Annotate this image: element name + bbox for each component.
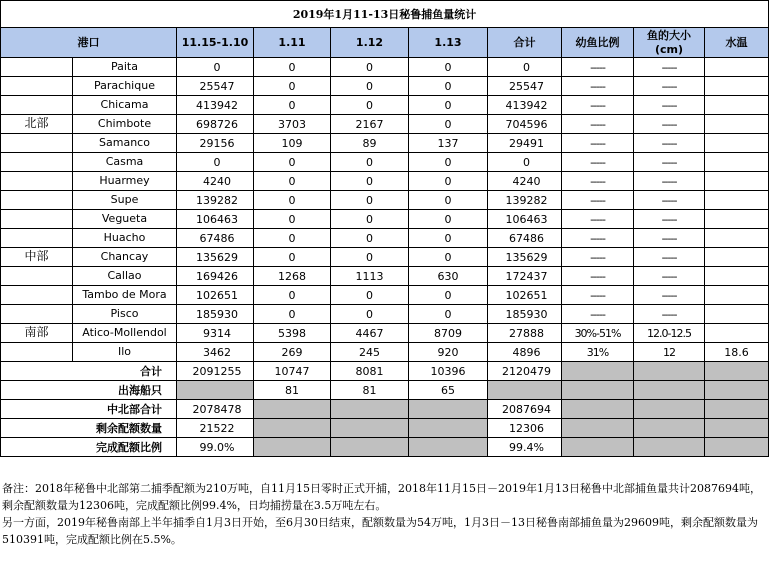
- summary-cell: 2078478: [177, 400, 254, 419]
- cell-total: 135629: [488, 248, 562, 267]
- summary-cell: 10747: [254, 362, 331, 381]
- summary-row-total: [1, 362, 769, 381]
- cell-size: -----: [634, 134, 705, 153]
- cell-total: 25547: [488, 77, 562, 96]
- cell-v0: 0: [177, 153, 254, 172]
- cell-total: 139282: [488, 191, 562, 210]
- summary-cell: 10396: [409, 362, 488, 381]
- table-row: [1, 191, 769, 210]
- port-name: Supe: [110, 193, 139, 206]
- port-name: Vegueta: [101, 212, 148, 225]
- cell-juv: -----: [562, 191, 634, 210]
- region-cell: [1, 172, 73, 190]
- summary-cell: [488, 381, 562, 400]
- header-day1: 1.11: [254, 28, 331, 58]
- cell-juv: -----: [562, 115, 634, 134]
- summary-cell: 81: [331, 381, 409, 400]
- summary-cell: 21522: [177, 419, 254, 438]
- page-title: 2019年1月11-13日秘鲁捕鱼量统计: [1, 1, 769, 28]
- cell-size: -----: [634, 191, 705, 210]
- cell-v3: 630: [409, 267, 488, 286]
- port-name: Parachique: [94, 79, 155, 92]
- header-period: 11.15-1.10: [177, 28, 254, 58]
- cell-juv: -----: [562, 305, 634, 324]
- summary-cell: [705, 400, 769, 419]
- cell-temp: [705, 172, 769, 191]
- port-name: Paita: [111, 60, 138, 73]
- summary-cell: 2120479: [488, 362, 562, 381]
- cell-juv: 31%: [562, 343, 634, 362]
- cell-v3: 0: [409, 96, 488, 115]
- header-juvenile: 幼鱼比例: [562, 28, 634, 58]
- table-row: [1, 286, 769, 305]
- cell-juv: -----: [562, 248, 634, 267]
- cell-size: -----: [634, 172, 705, 191]
- summary-cell: 2091255: [177, 362, 254, 381]
- cell-v3: 0: [409, 58, 488, 77]
- cell-size: -----: [634, 115, 705, 134]
- region-cell: [1, 305, 73, 323]
- summary-cell: 2087694: [488, 400, 562, 419]
- header-temp: 水温: [705, 28, 769, 58]
- cell-v0: 413942: [177, 96, 254, 115]
- summary-label: 剩余配额数量: [1, 419, 177, 438]
- port-name: Atico-Mollendol: [82, 326, 167, 339]
- summary-cell: [562, 419, 634, 438]
- cell-v1: 269: [254, 343, 331, 362]
- cell-total: 172437: [488, 267, 562, 286]
- summary-cell: [562, 362, 634, 381]
- summary-cell: [634, 438, 705, 457]
- cell-juv: -----: [562, 172, 634, 191]
- cell-v1: 0: [254, 172, 331, 191]
- region-cell: [1, 77, 73, 95]
- region-label: 中部: [1, 248, 73, 266]
- summary-cell: [634, 362, 705, 381]
- port-name: Samanco: [99, 136, 150, 149]
- cell-v0: 4240: [177, 172, 254, 191]
- summary-cell: [705, 438, 769, 457]
- summary-label: 出海船只: [1, 381, 177, 400]
- cell-size: -----: [634, 229, 705, 248]
- note-south: 另一方面，2019年秘鲁南部上半年捕季自1月3日开始，至6月30日结束，配额数量为54万吨，1月3日－13日秘鲁南部捕鱼量为29609吨，剩余配额数量为510391吨，完成配额比例在5.5%。: [2, 516, 758, 546]
- port-name: Chicama: [100, 98, 149, 111]
- notes: [2, 480, 766, 548]
- cell-v3: 0: [409, 77, 488, 96]
- region-cell: [1, 210, 73, 228]
- cell-size: -----: [634, 96, 705, 115]
- cell-v1: 0: [254, 58, 331, 77]
- summary-cell: [177, 381, 254, 400]
- cell-v3: 137: [409, 134, 488, 153]
- summary-cell: [705, 381, 769, 400]
- cell-temp: [705, 191, 769, 210]
- cell-v3: 0: [409, 248, 488, 267]
- cell-temp: [705, 153, 769, 172]
- region-cell: [1, 191, 73, 209]
- cell-v2: 2167: [331, 115, 409, 134]
- cell-total: 185930: [488, 305, 562, 324]
- cell-v3: 0: [409, 115, 488, 134]
- port-name: Casma: [105, 155, 144, 168]
- region-cell: [1, 96, 73, 114]
- header-day3: 1.13: [409, 28, 488, 58]
- cell-juv: -----: [562, 58, 634, 77]
- header-row: [1, 28, 769, 58]
- cell-juv: -----: [562, 153, 634, 172]
- cell-total: 0: [488, 58, 562, 77]
- header-day2: 1.12: [331, 28, 409, 58]
- cell-v2: 0: [331, 77, 409, 96]
- cell-v3: 0: [409, 172, 488, 191]
- cell-temp: [705, 286, 769, 305]
- table-row: [1, 343, 769, 362]
- cell-v1: 0: [254, 210, 331, 229]
- summary-cell: 99.0%: [177, 438, 254, 457]
- cell-v2: 0: [331, 58, 409, 77]
- cell-juv: 30%-51%: [562, 324, 634, 343]
- summary-cell: [634, 381, 705, 400]
- cell-v0: 3462: [177, 343, 254, 362]
- cell-v2: 245: [331, 343, 409, 362]
- summary-cell: [705, 419, 769, 438]
- cell-v3: 0: [409, 229, 488, 248]
- cell-v3: 8709: [409, 324, 488, 343]
- cell-v2: 89: [331, 134, 409, 153]
- summary-cell: [331, 438, 409, 457]
- port-name: Pisco: [110, 307, 139, 320]
- table-row: [1, 115, 769, 134]
- cell-size: -----: [634, 153, 705, 172]
- summary-cell: [562, 381, 634, 400]
- cell-v0: 0: [177, 58, 254, 77]
- summary-row-remaining: [1, 419, 769, 438]
- cell-v2: 0: [331, 153, 409, 172]
- summary-cell: [254, 438, 331, 457]
- summary-cell: 8081: [331, 362, 409, 381]
- port-name: Huacho: [103, 231, 146, 244]
- cell-temp: [705, 134, 769, 153]
- summary-cell: [331, 400, 409, 419]
- header-size: 鱼的大小(cm): [634, 28, 705, 58]
- cell-temp: [705, 96, 769, 115]
- cell-size: 12.0-12.5: [634, 324, 705, 343]
- summary-cell: 81: [254, 381, 331, 400]
- cell-size: -----: [634, 286, 705, 305]
- summary-cell: [562, 400, 634, 419]
- cell-v2: 0: [331, 229, 409, 248]
- cell-total: 106463: [488, 210, 562, 229]
- cell-v1: 109: [254, 134, 331, 153]
- cell-v1: 3703: [254, 115, 331, 134]
- cell-v0: 106463: [177, 210, 254, 229]
- cell-juv: -----: [562, 210, 634, 229]
- region-cell: [1, 134, 73, 152]
- cell-v1: 1268: [254, 267, 331, 286]
- cell-juv: -----: [562, 134, 634, 153]
- cell-size: 12: [634, 343, 705, 362]
- cell-total: 4896: [488, 343, 562, 362]
- cell-v0: 135629: [177, 248, 254, 267]
- table-row: [1, 305, 769, 324]
- region-cell: [1, 153, 73, 171]
- region-cell: [1, 267, 73, 285]
- cell-temp: [705, 115, 769, 134]
- header-port: 港口: [1, 28, 177, 58]
- cell-v3: 0: [409, 286, 488, 305]
- cell-v2: 1113: [331, 267, 409, 286]
- cell-v0: 67486: [177, 229, 254, 248]
- cell-temp: [705, 305, 769, 324]
- cell-total: 0: [488, 153, 562, 172]
- port-name: Callao: [107, 269, 142, 282]
- cell-v2: 0: [331, 286, 409, 305]
- cell-juv: -----: [562, 77, 634, 96]
- table-row: [1, 172, 769, 191]
- cell-v1: 0: [254, 96, 331, 115]
- cell-v0: 9314: [177, 324, 254, 343]
- cell-v2: 0: [331, 172, 409, 191]
- cell-v3: 0: [409, 191, 488, 210]
- port-name: Chimbote: [97, 117, 152, 130]
- cell-v1: 5398: [254, 324, 331, 343]
- cell-v1: 0: [254, 305, 331, 324]
- port-name: Huarmey: [99, 174, 150, 187]
- region-cell: [1, 58, 73, 76]
- summary-cell: [409, 400, 488, 419]
- cell-juv: -----: [562, 229, 634, 248]
- summary-cell: [409, 419, 488, 438]
- cell-size: -----: [634, 77, 705, 96]
- summary-cell: [705, 362, 769, 381]
- table-row: [1, 134, 769, 153]
- region-label: 北部: [1, 115, 73, 133]
- table-row: [1, 77, 769, 96]
- cell-v1: 0: [254, 153, 331, 172]
- port-name: Tambo de Mora: [82, 288, 167, 301]
- cell-v1: 0: [254, 77, 331, 96]
- cell-v0: 25547: [177, 77, 254, 96]
- cell-temp: 18.6: [705, 343, 769, 362]
- cell-size: -----: [634, 305, 705, 324]
- cell-v1: 0: [254, 191, 331, 210]
- cell-v2: 0: [331, 248, 409, 267]
- cell-size: -----: [634, 58, 705, 77]
- cell-total: 704596: [488, 115, 562, 134]
- cell-v0: 185930: [177, 305, 254, 324]
- table-row: [1, 267, 769, 286]
- cell-temp: [705, 248, 769, 267]
- table-row: [1, 248, 769, 267]
- cell-v0: 29156: [177, 134, 254, 153]
- cell-v0: 169426: [177, 267, 254, 286]
- cell-v0: 102651: [177, 286, 254, 305]
- port-name: Ilo: [117, 345, 132, 358]
- summary-row-nc_total: [1, 400, 769, 419]
- summary-cell: [409, 438, 488, 457]
- cell-v0: 698726: [177, 115, 254, 134]
- cell-total: 29491: [488, 134, 562, 153]
- summary-cell: [331, 419, 409, 438]
- region-cell: [1, 286, 73, 304]
- cell-total: 413942: [488, 96, 562, 115]
- summary-cell: 12306: [488, 419, 562, 438]
- table-row: [1, 153, 769, 172]
- table-row: [1, 96, 769, 115]
- cell-v1: 0: [254, 229, 331, 248]
- summary-cell: [254, 419, 331, 438]
- table-row: [1, 229, 769, 248]
- cell-size: -----: [634, 210, 705, 229]
- cell-juv: -----: [562, 286, 634, 305]
- cell-v2: 0: [331, 305, 409, 324]
- cell-total: 67486: [488, 229, 562, 248]
- table-row: [1, 324, 769, 343]
- header-total: 合计: [488, 28, 562, 58]
- cell-total: 27888: [488, 324, 562, 343]
- cell-v2: 4467: [331, 324, 409, 343]
- cell-temp: [705, 324, 769, 343]
- cell-total: 102651: [488, 286, 562, 305]
- cell-v0: 139282: [177, 191, 254, 210]
- region-label: 南部: [1, 324, 73, 342]
- cell-temp: [705, 58, 769, 77]
- summary-cell: [254, 400, 331, 419]
- summary-label: 完成配额比例: [1, 438, 177, 457]
- cell-temp: [705, 229, 769, 248]
- summary-cell: [634, 400, 705, 419]
- summary-row-boats: [1, 381, 769, 400]
- cell-v1: 0: [254, 286, 331, 305]
- cell-v2: 0: [331, 210, 409, 229]
- summary-cell: [634, 419, 705, 438]
- summary-label: 中北部合计: [1, 400, 177, 419]
- summary-row-ratio: [1, 438, 769, 457]
- summary-label: 合计: [1, 362, 177, 381]
- cell-v1: 0: [254, 248, 331, 267]
- cell-v3: 0: [409, 305, 488, 324]
- cell-juv: -----: [562, 267, 634, 286]
- cell-temp: [705, 267, 769, 286]
- region-cell: [1, 343, 73, 361]
- cell-temp: [705, 77, 769, 96]
- summary-cell: 99.4%: [488, 438, 562, 457]
- summary-cell: 65: [409, 381, 488, 400]
- cell-juv: -----: [562, 96, 634, 115]
- cell-v2: 0: [331, 191, 409, 210]
- cell-v3: 920: [409, 343, 488, 362]
- cell-total: 4240: [488, 172, 562, 191]
- cell-v3: 0: [409, 210, 488, 229]
- region-cell: [1, 229, 73, 247]
- cell-v3: 0: [409, 153, 488, 172]
- summary-cell: [562, 438, 634, 457]
- cell-size: -----: [634, 267, 705, 286]
- table-row: [1, 58, 769, 77]
- cell-v2: 0: [331, 96, 409, 115]
- table-row: [1, 210, 769, 229]
- cell-temp: [705, 210, 769, 229]
- port-name: Chancay: [100, 250, 149, 263]
- cell-size: -----: [634, 248, 705, 267]
- note-north: 备注：2018年秘鲁中北部第二捕季配额为210万吨，自11月15日零时正式开捕，2018年11月15日－2019年1月13日秘鲁中北部捕鱼量共计2087694吨，剩余配额数量为12306吨，完成配额比例99.4%，日均捕捞量在3.5万吨左右。: [2, 482, 761, 512]
